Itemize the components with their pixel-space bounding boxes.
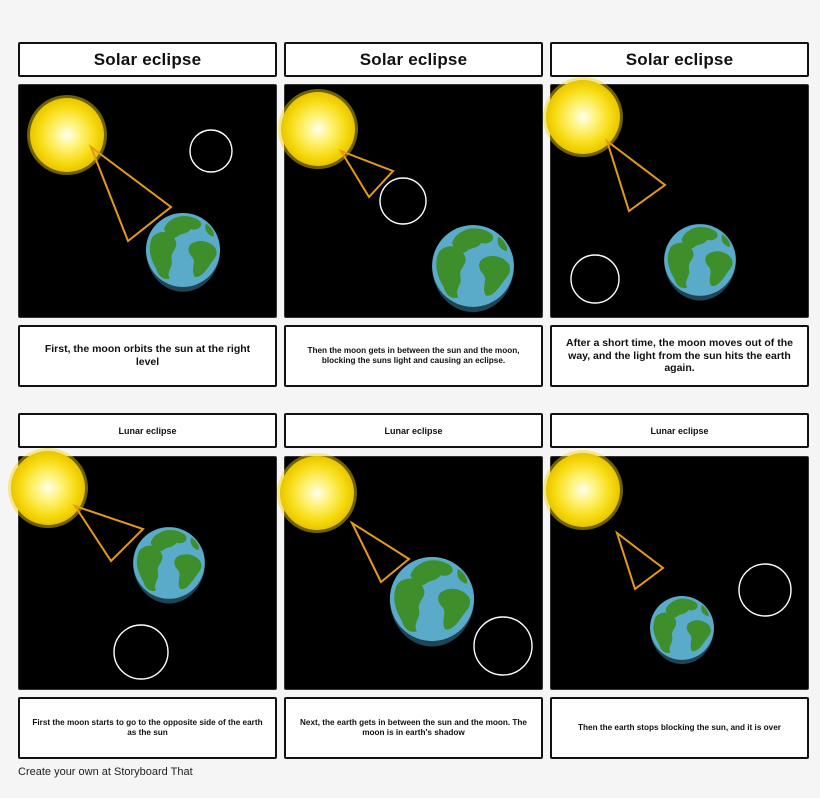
panel-5-caption: Next, the earth gets in between the sun and the moon. The moon is in earth's shadow bbox=[284, 697, 543, 759]
light-beam bbox=[617, 533, 663, 589]
earth-icon bbox=[650, 596, 714, 664]
sun-icon bbox=[543, 450, 623, 530]
sun-icon bbox=[278, 89, 358, 169]
panel-5-scene bbox=[284, 456, 543, 690]
moon-icon bbox=[190, 130, 232, 172]
light-beam bbox=[75, 506, 143, 561]
panel-4-caption: First the moon starts to go to the opposite side of the earth as the sun bbox=[18, 697, 277, 759]
sun-icon bbox=[277, 453, 357, 533]
earth-icon bbox=[146, 213, 220, 292]
footer-link[interactable]: Create your own at Storyboard That bbox=[18, 766, 193, 778]
panel-2-title: Solar eclipse bbox=[284, 42, 543, 77]
sun-icon bbox=[27, 95, 107, 175]
earth-icon bbox=[390, 557, 474, 647]
sun-icon bbox=[8, 448, 88, 528]
moon-icon bbox=[114, 625, 168, 679]
panel-4-scene bbox=[18, 456, 277, 690]
light-beam bbox=[341, 151, 393, 197]
panel-1-title: Solar eclipse bbox=[18, 42, 277, 77]
panel-6-caption: Then the earth stops blocking the sun, and it is over bbox=[550, 697, 809, 759]
panel-3-scene bbox=[550, 84, 809, 318]
panel-6-scene bbox=[550, 456, 809, 690]
earth-icon bbox=[133, 527, 205, 603]
earth-icon bbox=[664, 224, 736, 300]
moon-icon bbox=[739, 564, 791, 616]
moon-icon bbox=[571, 255, 619, 303]
panel-5-title: Lunar eclipse bbox=[284, 413, 543, 448]
moon-icon bbox=[474, 617, 532, 675]
panel-1-scene bbox=[18, 84, 277, 318]
panel-4-title: Lunar eclipse bbox=[18, 413, 277, 448]
panel-3-title: Solar eclipse bbox=[550, 42, 809, 77]
panel-3-caption: After a short time, the moon moves out of the way, and the light from the sun hits the earth again. bbox=[550, 325, 809, 387]
panel-2-scene bbox=[284, 84, 543, 318]
panel-2-caption: Then the moon gets in between the sun and the moon, blocking the suns light and causing an eclipse. bbox=[284, 325, 543, 387]
moon-icon bbox=[380, 178, 426, 224]
panel-6-title: Lunar eclipse bbox=[550, 413, 809, 448]
earth-icon bbox=[432, 225, 514, 312]
panel-1-caption: First, the moon orbits the sun at the right level bbox=[18, 325, 277, 387]
light-beam bbox=[607, 141, 665, 211]
